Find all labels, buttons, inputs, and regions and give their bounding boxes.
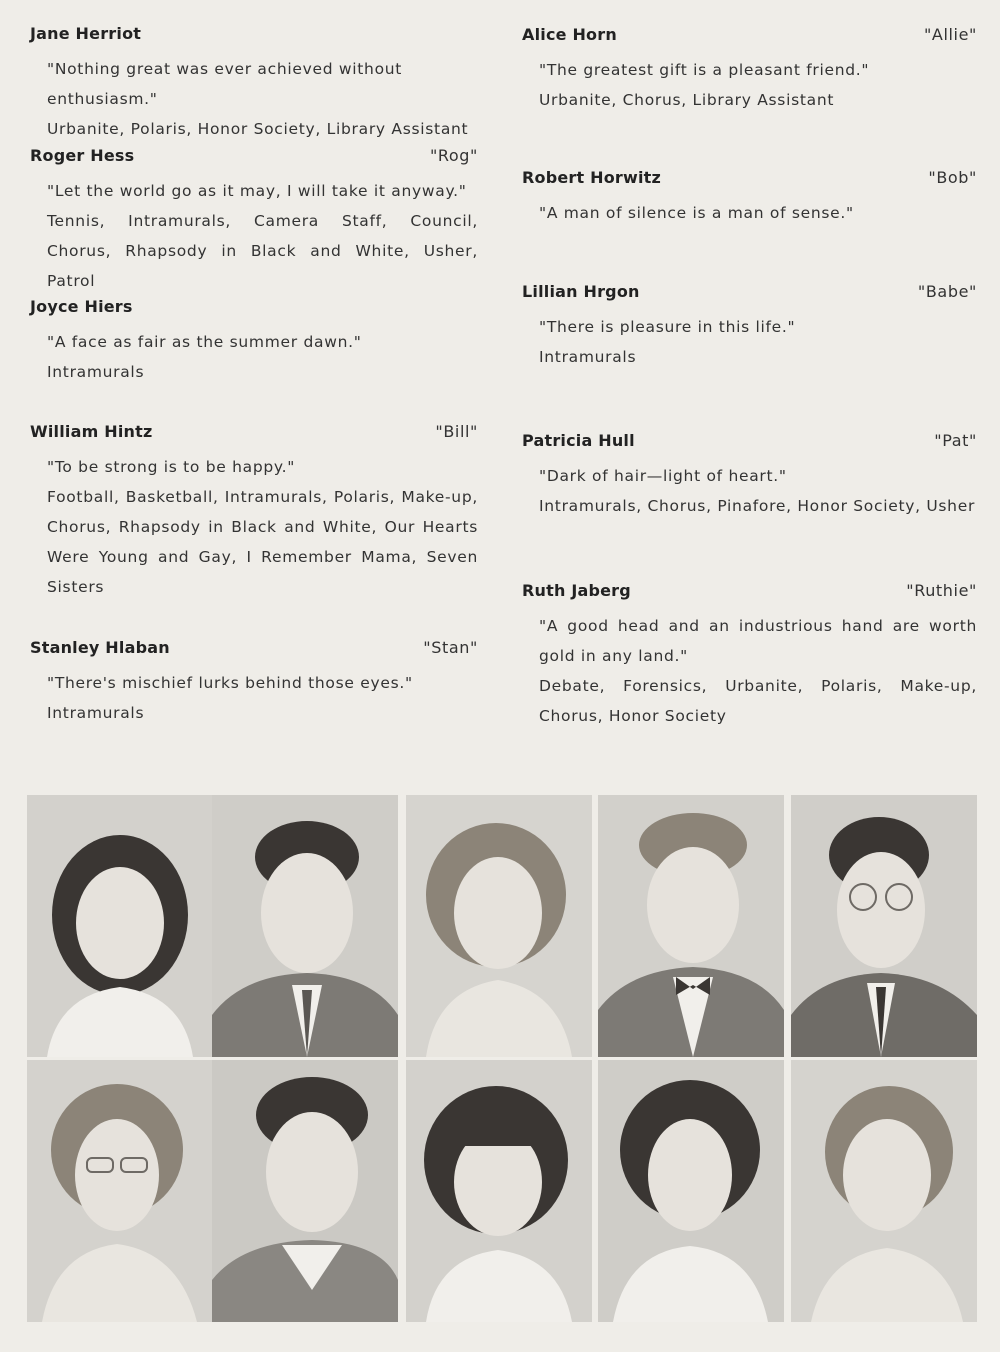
student-activities: Intramurals: [47, 363, 145, 381]
portrait-photo: [212, 1060, 398, 1322]
portrait-photo: [27, 1060, 213, 1322]
portrait-photo: [791, 1060, 977, 1322]
senior-entry-ruth-jaberg: [522, 581, 977, 731]
name-row: [522, 282, 977, 312]
student-activities: Intramurals: [539, 348, 637, 366]
name-row: [30, 638, 478, 668]
student-nickname: "Allie": [923, 25, 977, 44]
student-quote: "To be strong is to be happy.": [47, 458, 296, 476]
senior-entry-robert-horwitz: [522, 168, 977, 228]
senior-entry-william-hintz: [30, 422, 478, 602]
senior-entry-roger-hess: [30, 146, 478, 296]
student-nickname: "Babe": [917, 282, 977, 301]
senior-entry-patricia-hull: [522, 431, 977, 521]
student-activities: Football, Basketball, Intramurals, Polaris, Make-up, Chorus, Rhapsody in Black and White, Our Hearts Were Young and Gay, I Remember Mama, Seven Sisters: [47, 488, 478, 596]
name-row: [30, 297, 478, 327]
student-nickname: "Bob": [928, 168, 977, 187]
name-row: [30, 422, 478, 452]
senior-entry-alice-horn: [522, 25, 977, 115]
student-name: Robert Horwitz: [522, 168, 662, 187]
name-row: [30, 24, 478, 54]
student-name: Ruth Jaberg: [522, 581, 631, 600]
portrait-grid: [27, 795, 977, 1325]
portrait-photo: [27, 795, 213, 1057]
student-name: William Hintz: [30, 422, 153, 441]
student-nickname: "Bill": [435, 422, 478, 441]
portrait-man-glasses-icon: [791, 795, 977, 1057]
student-quote: "Nothing great was ever achieved without enthusiasm.": [47, 60, 403, 108]
name-row: [30, 146, 478, 176]
student-name: Stanley Hlaban: [30, 638, 170, 657]
student-quote: "Let the world go as it may, I will take it anyway.": [47, 182, 467, 200]
student-nickname: "Rog": [429, 146, 478, 165]
name-row: [522, 581, 977, 611]
senior-entry-lillian-hrgon: [522, 282, 977, 372]
student-activities: Urbanite, Polaris, Honor Society, Library Assistant: [47, 120, 469, 138]
portrait-woman-icon: [598, 1060, 784, 1322]
student-name: Lillian Hrgon: [522, 282, 640, 301]
portrait-photo: [791, 795, 977, 1057]
student-nickname: "Pat": [934, 431, 977, 450]
portrait-photo: [598, 795, 784, 1057]
student-activities: Tennis, Intramurals, Camera Staff, Council, Chorus, Rhapsody in Black and White, Usher, Patrol: [47, 212, 478, 290]
student-quote: "A face as fair as the summer dawn.": [47, 333, 362, 351]
student-quote: "Dark of hair—light of heart.": [539, 467, 787, 485]
portrait-woman-icon: [791, 1060, 977, 1322]
student-activities: Debate, Forensics, Urbanite, Polaris, Make-up, Chorus, Honor Society: [539, 677, 977, 725]
student-name: Jane Herriot: [30, 24, 142, 43]
portrait-woman-icon: [406, 795, 592, 1057]
portrait-woman-icon: [406, 1060, 592, 1322]
portrait-woman-icon: [27, 795, 213, 1057]
student-name: Alice Horn: [522, 25, 617, 44]
portrait-photo: [406, 1060, 592, 1322]
portrait-man-icon: [212, 1060, 398, 1322]
student-quote: "A good head and an industrious hand are worth gold in any land.": [539, 617, 977, 665]
senior-entry-jane-herriot: [30, 24, 478, 144]
name-row: [522, 25, 977, 55]
student-name: Patricia Hull: [522, 431, 635, 450]
student-activities: Urbanite, Chorus, Library Assistant: [539, 91, 835, 109]
student-activities: Intramurals, Chorus, Pinafore, Honor Society, Usher: [539, 497, 976, 515]
portrait-photo: [598, 1060, 784, 1322]
student-name: Joyce Hiers: [30, 297, 133, 316]
senior-entry-stanley-hlaban: [30, 638, 478, 728]
name-row: [522, 431, 977, 461]
student-nickname: "Ruthie": [906, 581, 977, 600]
student-activities: Intramurals: [47, 704, 145, 722]
portrait-photo: [406, 795, 592, 1057]
name-row: [522, 168, 977, 198]
portrait-man-icon: [212, 795, 398, 1057]
student-quote: "There is pleasure in this life.": [539, 318, 796, 336]
portrait-man-icon: [598, 795, 784, 1057]
portrait-photo: [212, 795, 398, 1057]
student-quote: "The greatest gift is a pleasant friend.": [539, 61, 870, 79]
student-name: Roger Hess: [30, 146, 135, 165]
student-quote: "A man of silence is a man of sense.": [539, 204, 854, 222]
portrait-woman-glasses-icon: [27, 1060, 213, 1322]
student-nickname: "Stan": [423, 638, 478, 657]
senior-entry-joyce-hiers: [30, 297, 478, 387]
student-quote: "There's mischief lurks behind those eyes.": [47, 674, 413, 692]
